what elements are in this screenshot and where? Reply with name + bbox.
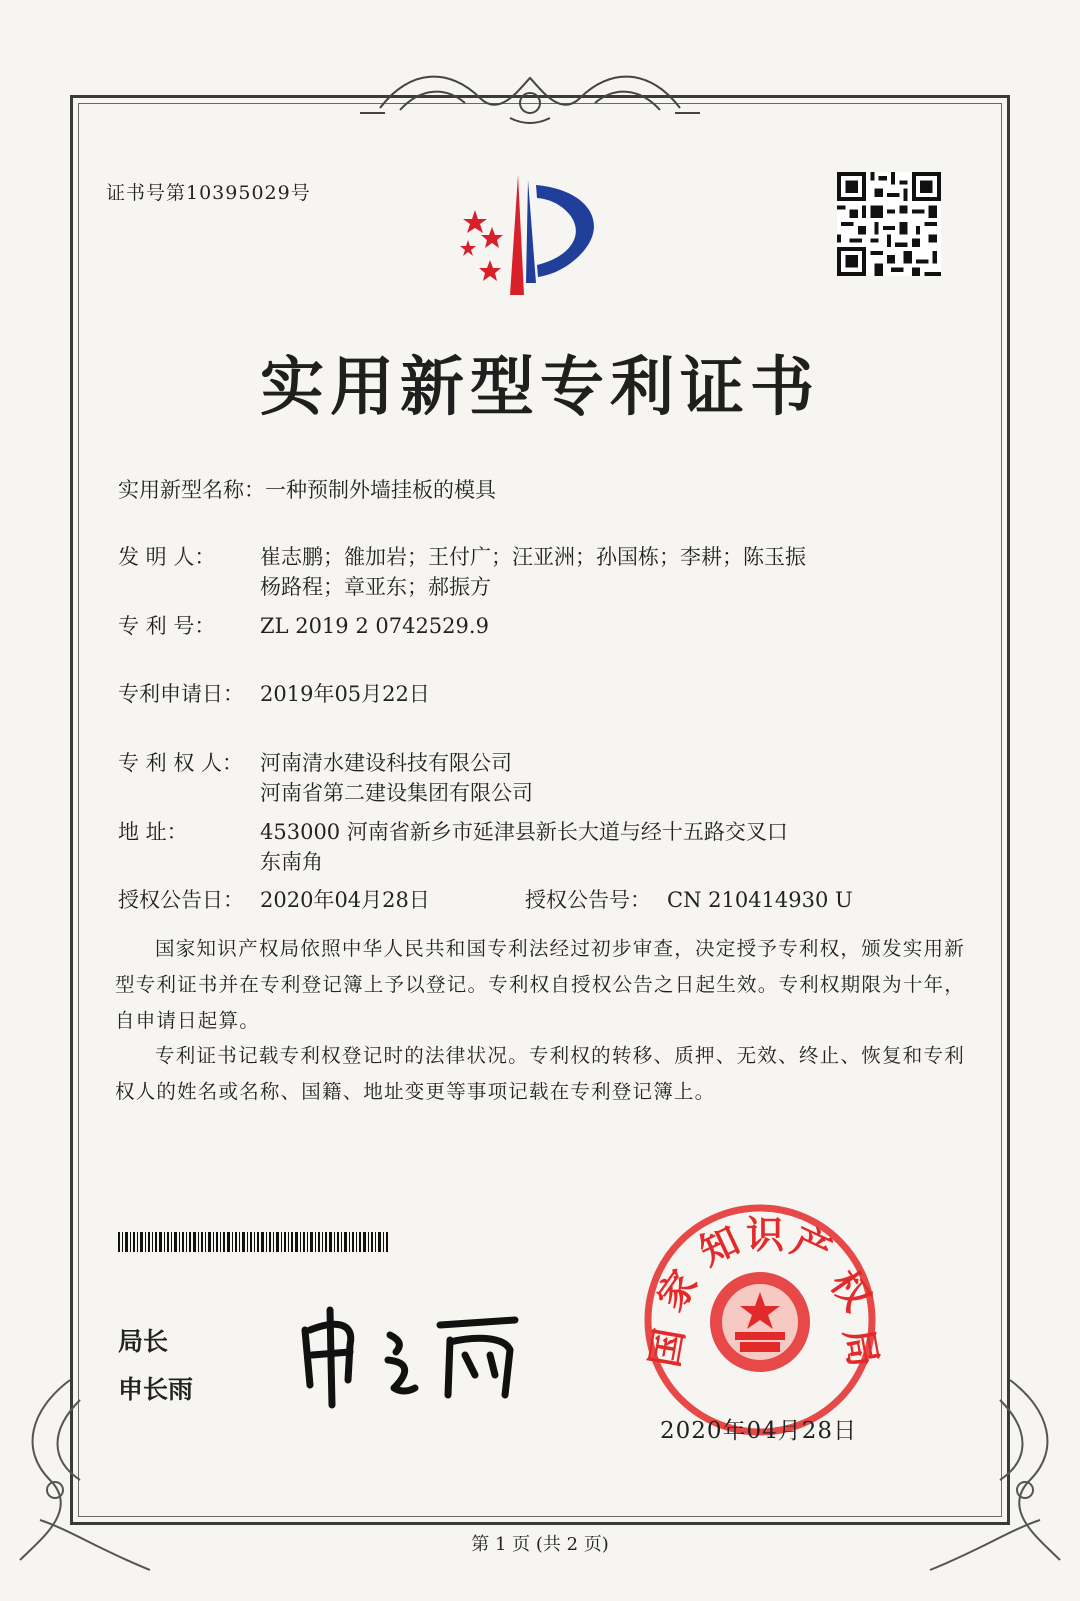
svg-text:国: 国 bbox=[642, 1325, 693, 1371]
patent-no-value: ZL 2019 2 0742529.9 bbox=[260, 614, 489, 638]
grant-date-value: 2020年04月28日 bbox=[260, 888, 430, 912]
top-ornament bbox=[360, 58, 700, 128]
name-value: 一种预制外墙挂板的模具 bbox=[265, 478, 496, 502]
svg-text:局: 局 bbox=[835, 1325, 886, 1371]
svg-text:家: 家 bbox=[648, 1262, 707, 1319]
barcode bbox=[118, 1232, 390, 1252]
svg-text:产: 产 bbox=[784, 1218, 839, 1275]
qr-code bbox=[837, 172, 941, 276]
official-seal bbox=[640, 1200, 886, 1440]
body-paragraph-2: 专利证书记载专利权登记时的法律状况。专利权的转移、质押、无效、终止、恢复和专利权人的姓名或名称、国籍、地址变更等事项记载在专利登记簿上。 bbox=[115, 1044, 965, 1103]
filing-date-label: 专利申请日： bbox=[118, 682, 244, 706]
page-number: 第 1 页 (共 2 页) bbox=[471, 1534, 609, 1555]
director-name: 申长雨 bbox=[118, 1375, 194, 1404]
patentee-value-line2: 河南省第二建设集团有限公司 bbox=[260, 781, 533, 805]
seal-date: 2020年04月28日 bbox=[660, 1418, 858, 1444]
director-title: 局长 bbox=[118, 1327, 169, 1356]
patent-no-label: 专 利 号： bbox=[118, 614, 216, 638]
inventor-value-line1: 崔志鹏；雒加岩；王付广；汪亚洲；孙国栋；李耕；陈玉振 bbox=[260, 545, 806, 569]
svg-text:权: 权 bbox=[821, 1262, 880, 1319]
body-paragraph-1: 国家知识产权局依照中华人民共和国专利法经过初步审查，决定授予专利权，颁发实用新型专利证书并在专利登记簿上予以登记。专利权自授权公告之日起生效。专利权期限为十年，自申请日起算。 bbox=[115, 937, 965, 1032]
address-label: 地 址： bbox=[118, 820, 188, 844]
inventor-value-line2: 杨路程；章亚东；郝振方 bbox=[260, 575, 491, 599]
page-title: 实用新型专利证书 bbox=[260, 350, 820, 425]
grant-no-value: CN 210414930 U bbox=[667, 888, 853, 912]
svg-text:识: 识 bbox=[745, 1213, 785, 1257]
patentee-value-line1: 河南清水建设科技有限公司 bbox=[260, 751, 512, 775]
patentee-label: 专 利 权 人： bbox=[118, 751, 244, 775]
certificate-number: 证书号第10395029号 bbox=[106, 182, 311, 204]
filing-date-value: 2019年05月22日 bbox=[260, 682, 430, 706]
address-value-line2: 东南角 bbox=[260, 850, 323, 874]
grant-no-label: 授权公告号： bbox=[525, 888, 651, 912]
svg-text:知: 知 bbox=[692, 1218, 747, 1275]
name-row bbox=[118, 476, 496, 505]
grant-date-label: 授权公告日： bbox=[118, 888, 244, 912]
address-value-line1: 453000 河南省新乡市延津县新长大道与经十五路交叉口 bbox=[260, 820, 788, 844]
cnipa-emblem bbox=[440, 165, 620, 305]
director-signature bbox=[290, 1300, 550, 1410]
name-label: 实用新型名称： bbox=[118, 478, 265, 502]
inventor-label: 发 明 人： bbox=[118, 545, 216, 569]
